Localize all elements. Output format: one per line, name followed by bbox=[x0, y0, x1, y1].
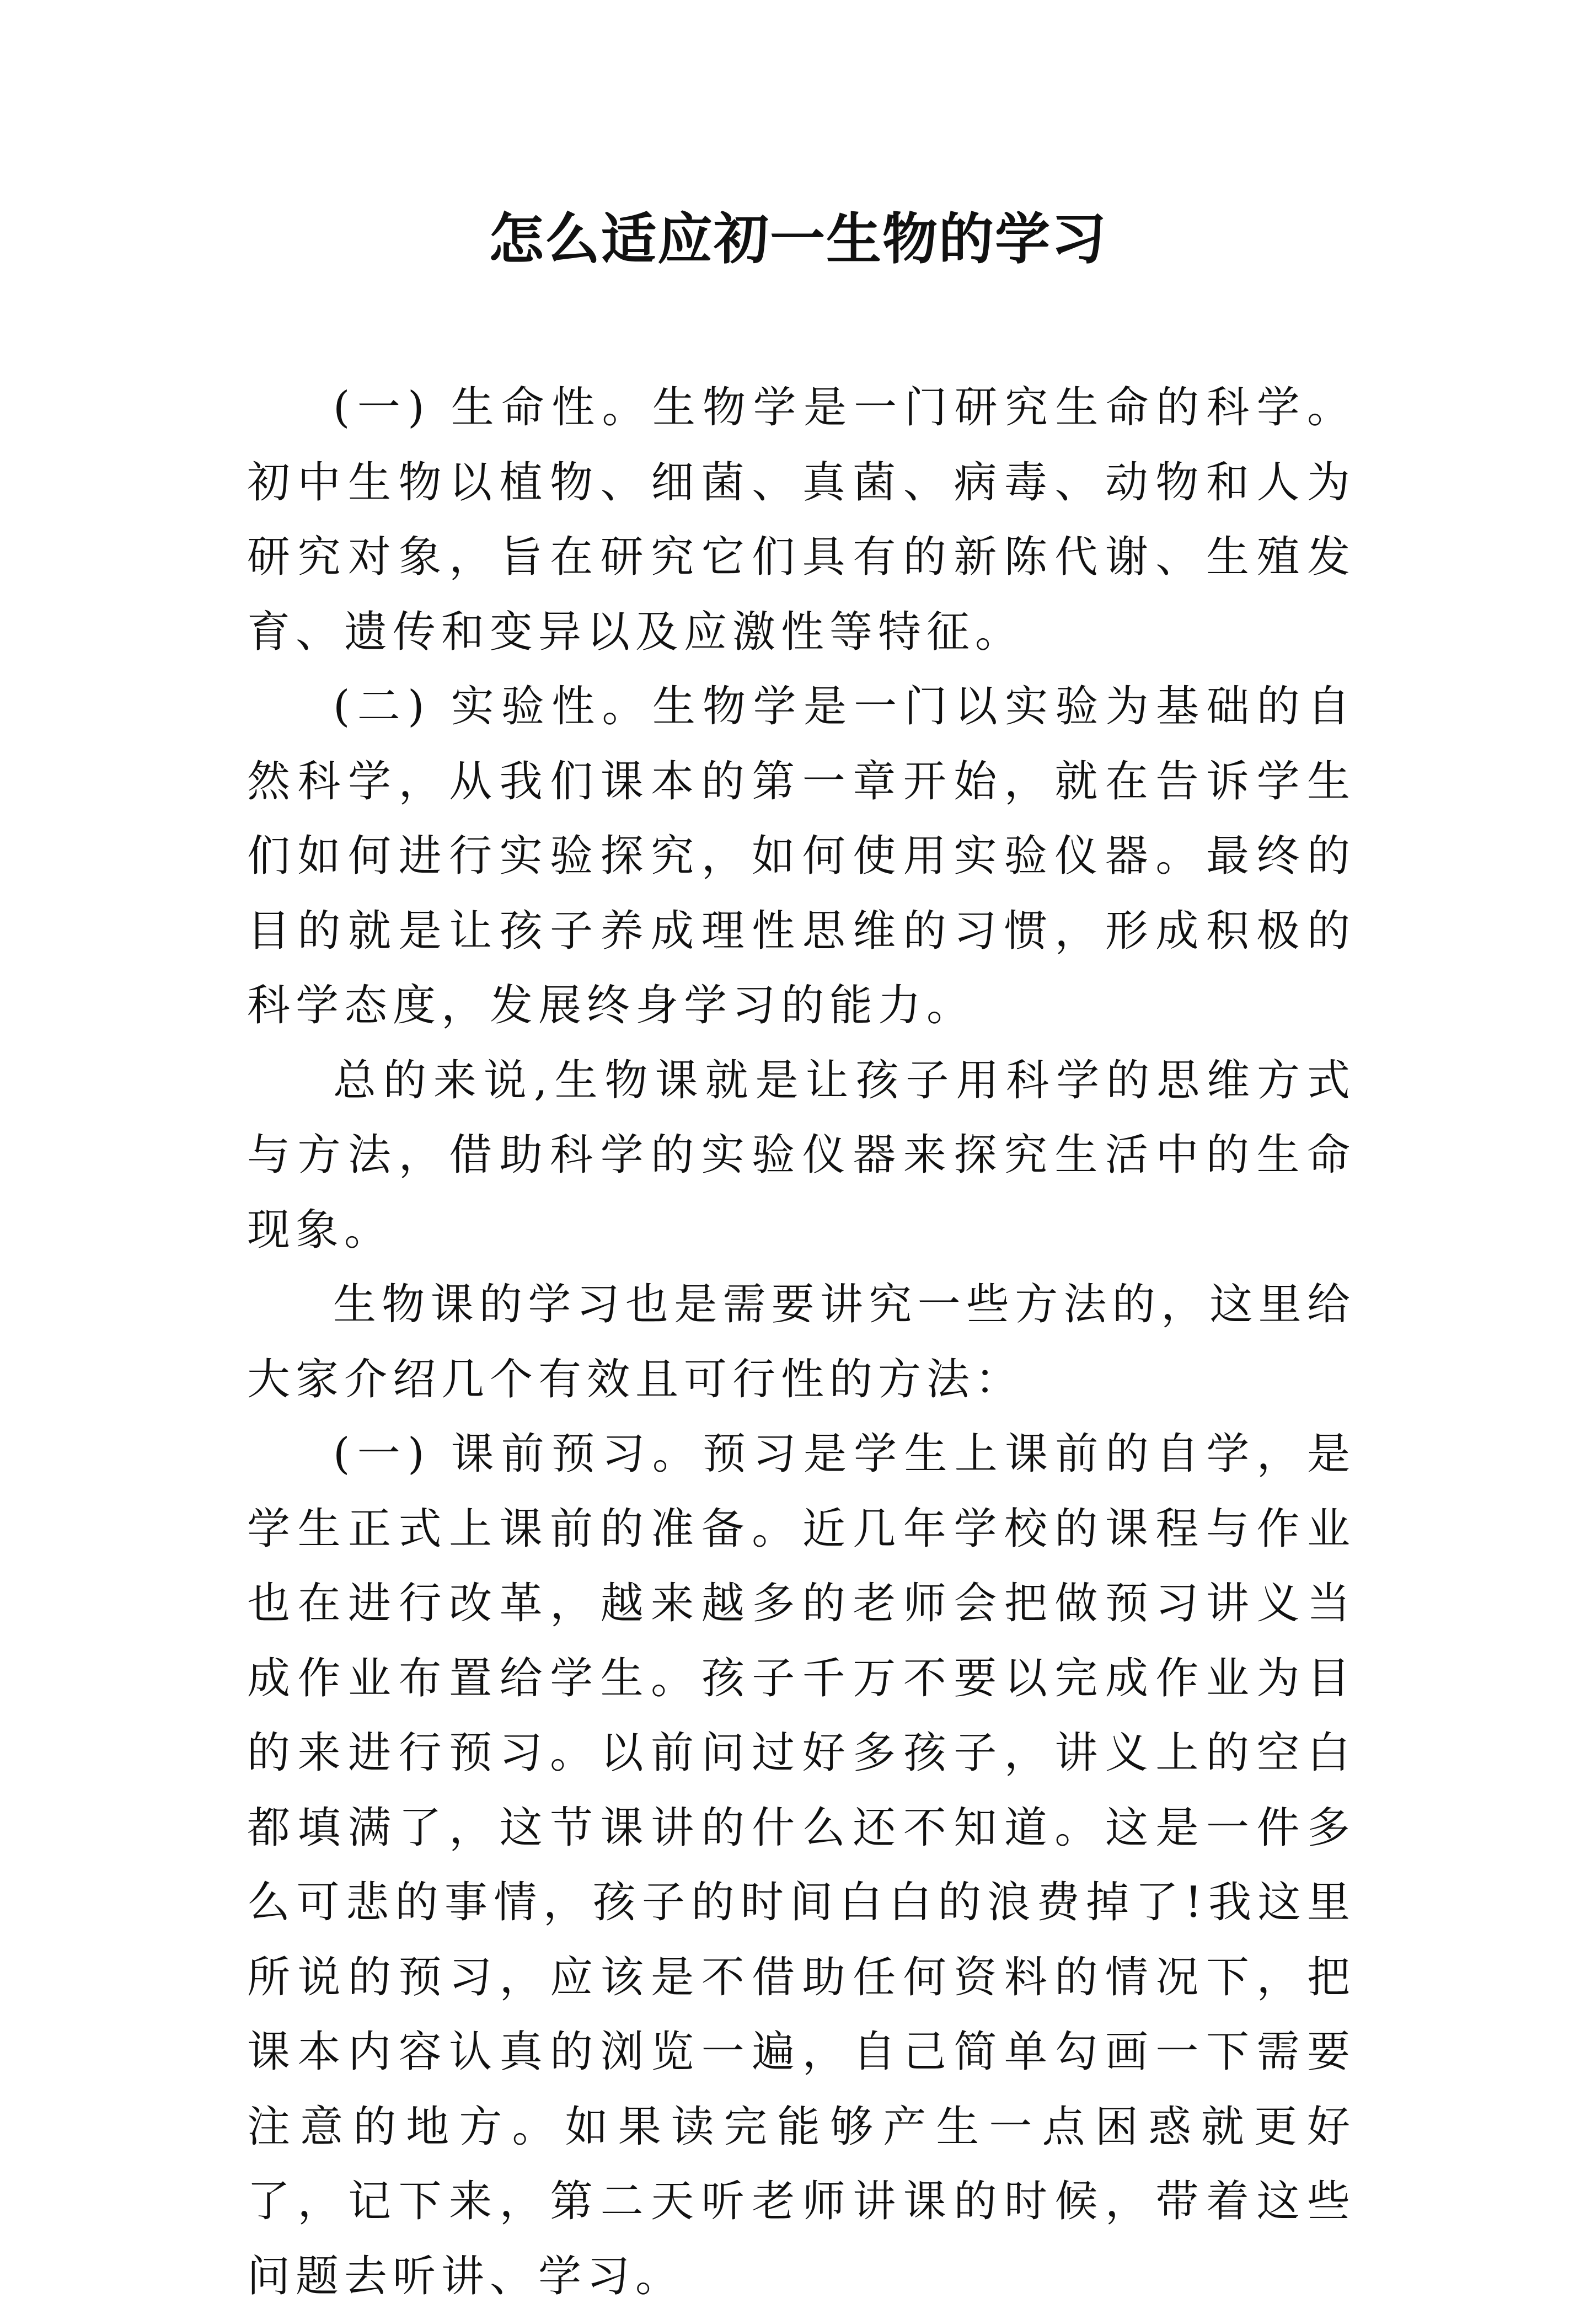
paragraph-methods-intro: 生物课的学习也是需要讲究一些方法的，这里给大家介绍几个有效且可行性的方法： bbox=[247, 1280, 1356, 1404]
paragraph-life: (一) 生命性。生物学是一门研究生命的科学。初中生物以植物、细菌、真菌、病毒、动物和人为研究对象，旨在研究它们具有的新陈代谢、生殖发育、遗传和变异以及应激性等特征。 bbox=[247, 383, 1356, 657]
paragraph-summary: 总的来说,生物课就是让孩子用科学的思维方式与方法，借助科学的实验仪器来探究生活中的生命现象。 bbox=[247, 1055, 1356, 1255]
paragraph-preview: (一) 课前预习。预习是学生上课前的自学，是学生正式上课前的准备。近几年学校的课程与作业也在进行改革，越来越多的老师会把做预习讲义当成作业布置给学生。孩子千万不要以完成作业为目的来进行预习。以前问过好多孩子，讲义上的空白都填满了，这节课讲的什么还不知道。这是一件多么可悲的事情，孩子的时间白白的浪费掉了!我这里所说的预习，应该是不借助任何资料的情况下，把课本内容认真的浏览一遍，自己简单勾画一下需要注意的地方。如果读完能够产生一点困惑就更好了，记下来，第二天听老师讲课的时候，带着这些问题去听讲、学习。 bbox=[247, 1429, 1356, 2301]
document-body bbox=[247, 371, 1356, 2314]
document-title: 怎么适应初一生物的学习 bbox=[489, 206, 1107, 271]
paragraph-experiment: (二) 实验性。生物学是一门以实验为基础的自然科学，从我们课本的第一章开始，就在告诉学生们如何进行实验探究，如何使用实验仪器。最终的目的就是让孩子养成理性思维的习惯，形成积极的科学态度，发展终身学习的能力。 bbox=[247, 682, 1356, 1030]
